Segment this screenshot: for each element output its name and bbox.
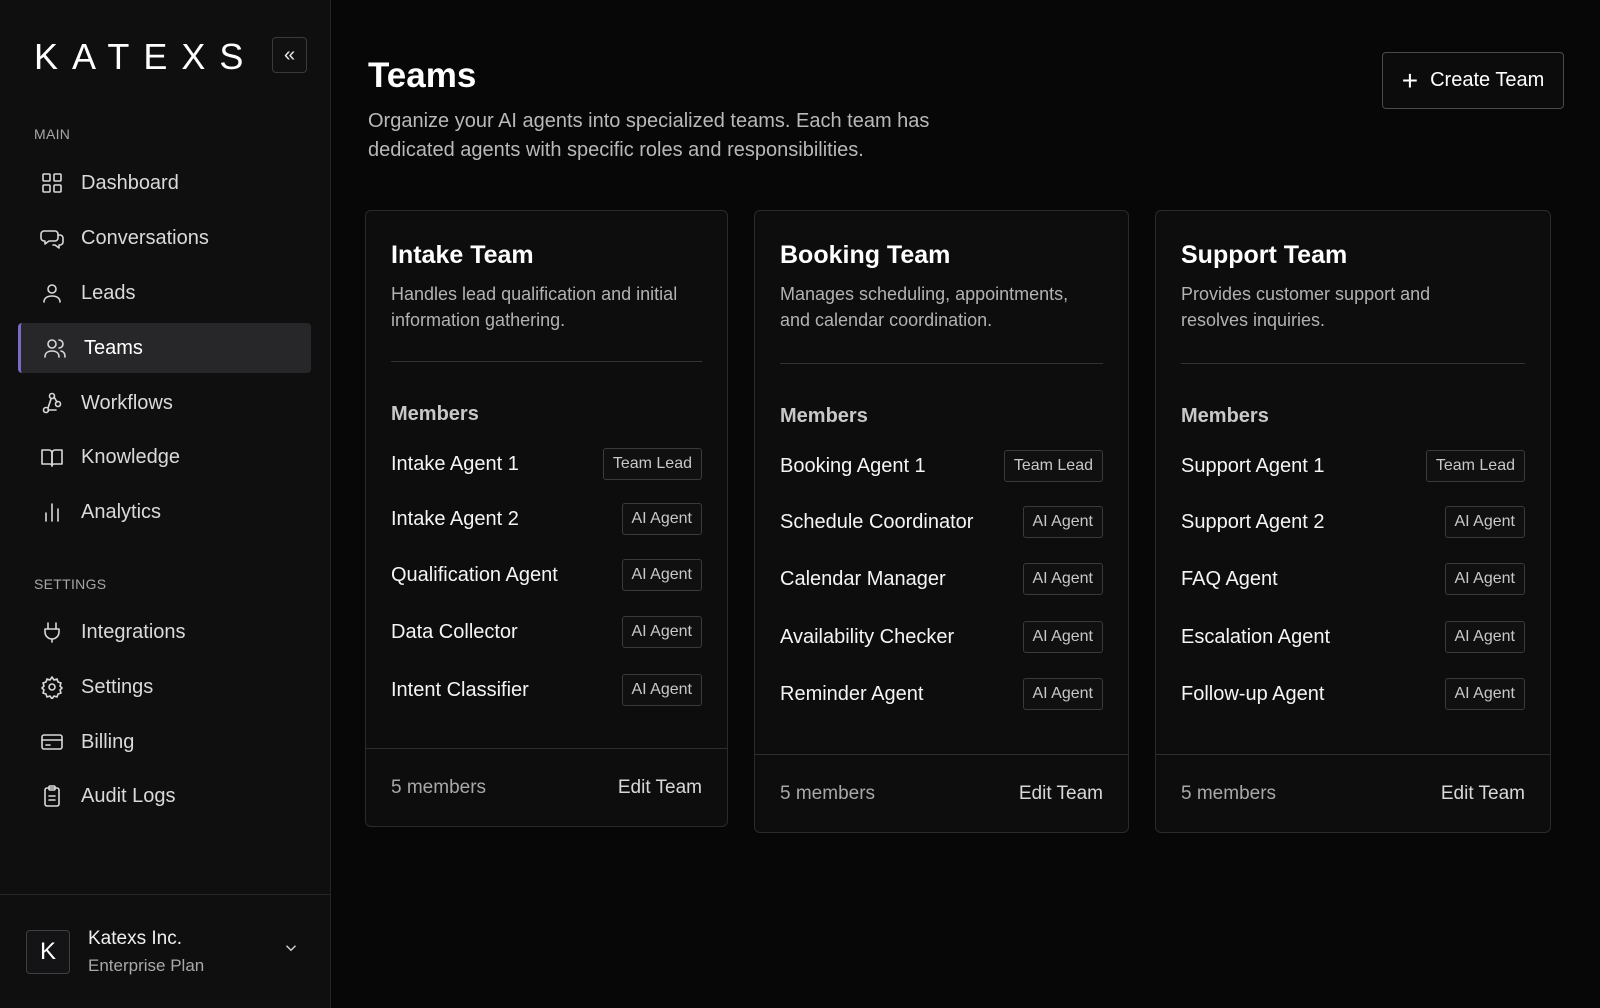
role-badge: AI Agent	[1445, 678, 1526, 710]
team-description: Provides customer support and resolves inquiries.	[1181, 284, 1431, 330]
member-row	[1181, 562, 1525, 596]
member-name: Intent Classifier	[391, 678, 529, 701]
member-count: 5 members	[780, 782, 876, 804]
grid-icon	[39, 170, 65, 196]
team-card-support	[1155, 210, 1551, 833]
team-title: Intake Team	[391, 241, 534, 269]
role-badge: AI Agent	[622, 503, 703, 535]
sidebar-item-label: Analytics	[81, 500, 162, 523]
edit-team-link[interactable]: Edit Team	[1440, 782, 1525, 804]
team-description: Manages scheduling, appointments, and calendar coordination.	[780, 284, 1069, 330]
member-name: Data Collector	[391, 620, 518, 643]
create-team-button[interactable]	[1382, 52, 1564, 109]
sidebar-item-label: Leads	[81, 281, 136, 304]
user-icon	[39, 280, 65, 306]
member-count: 5 members	[1181, 782, 1277, 804]
sidebar-item-billing[interactable]	[18, 717, 311, 767]
member-name: Qualification Agent	[391, 563, 558, 586]
role-badge: Team Lead	[1426, 450, 1525, 482]
sidebar-item-dashboard[interactable]	[18, 158, 311, 208]
clipboard-icon	[39, 783, 65, 809]
card-footer	[1156, 754, 1550, 832]
member-name: Reminder Agent	[780, 682, 924, 705]
members-label: Members	[780, 405, 868, 427]
account-switcher[interactable]	[0, 894, 330, 1008]
members-label: Members	[391, 403, 479, 425]
sidebar-item-label: Conversations	[81, 226, 209, 249]
member-name: Escalation Agent	[1181, 625, 1330, 648]
gear-icon	[39, 674, 65, 700]
member-row	[1181, 620, 1525, 654]
member-row	[780, 620, 1103, 654]
role-badge: AI Agent	[1023, 621, 1104, 653]
sidebar-item-label: Knowledge	[81, 445, 180, 468]
page-title: Teams	[368, 56, 477, 95]
brand-logo: KATEXS	[34, 36, 258, 77]
account-info	[88, 928, 204, 976]
member-row	[391, 558, 702, 592]
member-row	[780, 449, 1103, 483]
member-name: Schedule Coordinator	[780, 510, 974, 533]
sidebar-item-label: Dashboard	[81, 171, 179, 194]
card-footer	[366, 748, 727, 826]
sidebar-item-conversations[interactable]	[18, 213, 311, 263]
chevron-down-icon[interactable]	[282, 939, 300, 957]
member-row	[391, 447, 702, 481]
chat-bubbles-icon	[39, 225, 65, 251]
edit-team-link[interactable]: Edit Team	[617, 776, 702, 798]
sidebar-item-label: Integrations	[81, 620, 186, 643]
role-badge: AI Agent	[622, 559, 703, 591]
book-open-icon	[39, 444, 65, 470]
member-row	[780, 505, 1103, 539]
member-name: Follow-up Agent	[1181, 682, 1325, 705]
plus-icon: +	[1401, 64, 1419, 96]
member-name: FAQ Agent	[1181, 567, 1278, 590]
edit-team-link[interactable]: Edit Team	[1018, 782, 1103, 804]
sidebar-item-teams[interactable]	[18, 323, 311, 373]
card-divider	[1181, 363, 1525, 364]
sidebar-item-leads[interactable]	[18, 268, 311, 318]
team-title: Booking Team	[780, 241, 951, 269]
member-name: Booking Agent 1	[780, 454, 926, 477]
sidebar-item-settings[interactable]	[18, 662, 311, 712]
team-card-booking	[754, 210, 1129, 833]
team-description: Handles lead qualification and initial information gathering.	[391, 284, 678, 330]
sidebar-item-audit-logs[interactable]	[18, 771, 311, 821]
members-label: Members	[1181, 405, 1269, 427]
member-row	[1181, 505, 1525, 539]
role-badge: AI Agent	[622, 616, 703, 648]
member-name: Intake Agent 2	[391, 507, 519, 530]
page-description: Organize your AI agents into specialized teams. Each team has dedicated agents with specific roles and responsibilities.	[368, 110, 930, 161]
organization-name: Katexs Inc.	[88, 927, 182, 949]
double-chevron-left-icon: «	[283, 43, 296, 66]
main-section-label: MAIN	[34, 126, 71, 142]
member-name: Availability Checker	[780, 625, 955, 648]
member-row	[1181, 449, 1525, 483]
collapse-sidebar-button[interactable]	[272, 37, 307, 73]
member-row	[391, 502, 702, 536]
role-badge: Team Lead	[603, 448, 702, 480]
member-row	[1181, 677, 1525, 711]
sidebar-item-analytics[interactable]	[18, 487, 311, 537]
bar-chart-icon	[39, 499, 65, 525]
card-footer	[755, 754, 1128, 832]
sidebar-item-label: Teams	[84, 336, 143, 359]
member-row	[391, 673, 702, 707]
member-name: Calendar Manager	[780, 567, 946, 590]
role-badge: AI Agent	[1023, 506, 1104, 538]
plug-icon	[39, 619, 65, 645]
member-name: Intake Agent 1	[391, 452, 519, 475]
organization-plan: Enterprise Plan	[88, 955, 205, 975]
member-row	[780, 677, 1103, 711]
team-title: Support Team	[1181, 241, 1348, 269]
users-icon	[42, 335, 68, 361]
sidebar-item-workflows[interactable]	[18, 378, 311, 428]
card-divider	[780, 363, 1103, 364]
workflow-icon	[39, 390, 65, 416]
settings-section-label: SETTINGS	[34, 576, 107, 592]
role-badge: AI Agent	[622, 674, 703, 706]
member-name: Support Agent 2	[1181, 510, 1325, 533]
member-count: 5 members	[391, 776, 487, 798]
sidebar-item-label: Billing	[81, 730, 135, 753]
sidebar	[0, 0, 331, 1008]
sidebar-item-label: Audit Logs	[81, 784, 176, 807]
role-badge: AI Agent	[1023, 678, 1104, 710]
role-badge: Team Lead	[1004, 450, 1103, 482]
credit-card-icon	[39, 729, 65, 755]
sidebar-item-knowledge[interactable]	[18, 432, 311, 482]
card-divider	[391, 361, 702, 362]
member-row	[780, 562, 1103, 596]
avatar: K	[26, 930, 70, 974]
member-row	[391, 615, 702, 649]
sidebar-item-label: Settings	[81, 675, 154, 698]
sidebar-item-label: Workflows	[81, 391, 173, 414]
sidebar-item-integrations[interactable]	[18, 607, 311, 657]
role-badge: AI Agent	[1445, 563, 1526, 595]
role-badge: AI Agent	[1445, 621, 1526, 653]
role-badge: AI Agent	[1445, 506, 1526, 538]
member-name: Support Agent 1	[1181, 454, 1325, 477]
role-badge: AI Agent	[1023, 563, 1104, 595]
create-team-label: Create Team	[1430, 69, 1545, 91]
team-card-intake	[365, 210, 728, 827]
